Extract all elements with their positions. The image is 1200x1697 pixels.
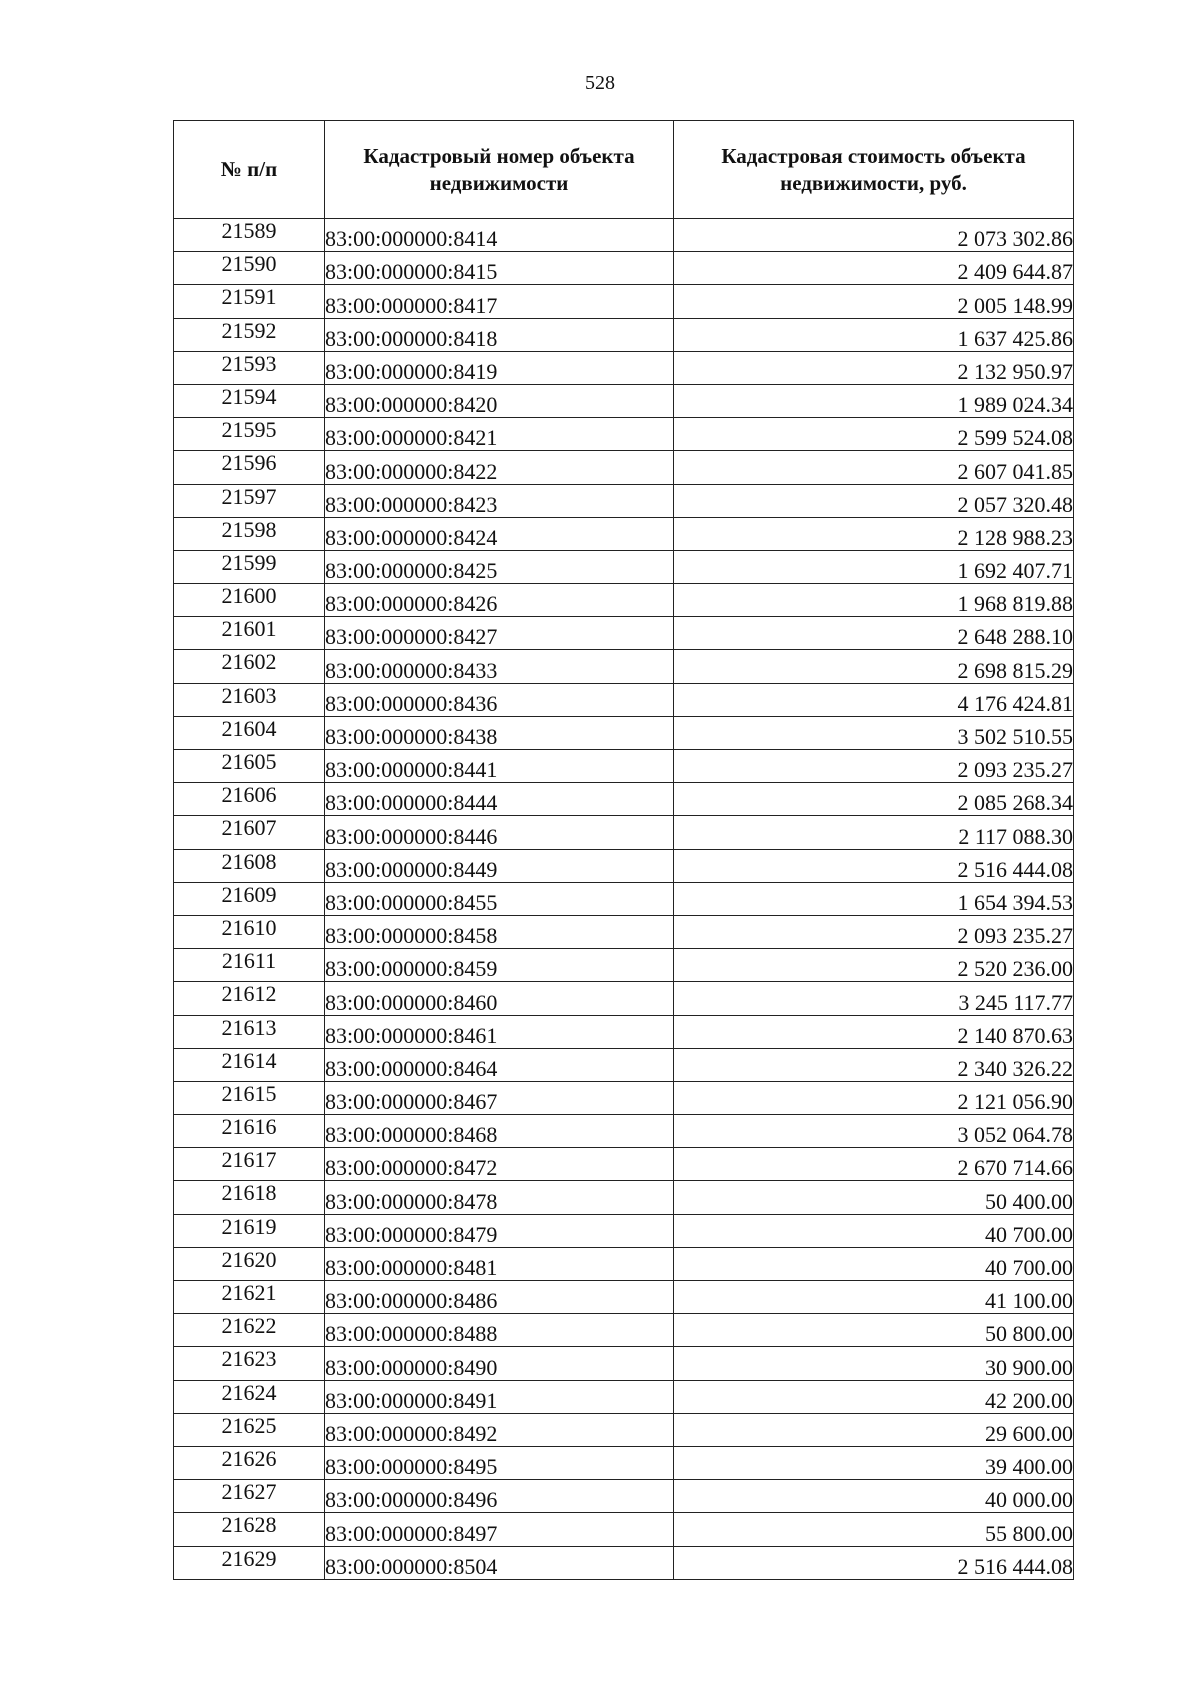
row-number-cell: 21589 <box>174 219 325 252</box>
cadastral-number-cell: 83:00:000000:8420 <box>325 384 674 417</box>
row-number-cell: 21616 <box>174 1115 325 1148</box>
cadastral-number-cell: 83:00:000000:8421 <box>325 418 674 451</box>
header-row-number: № п/п <box>174 121 325 219</box>
cadastral-value-cell: 2 648 288.10 <box>674 617 1074 650</box>
row-number-cell: 21613 <box>174 1015 325 1048</box>
cadastral-value-cell: 39 400.00 <box>674 1446 1074 1479</box>
row-number-cell: 21592 <box>174 318 325 351</box>
row-number-cell: 21593 <box>174 351 325 384</box>
table-row <box>174 1181 1074 1214</box>
table-row <box>174 1513 1074 1546</box>
row-number-cell: 21608 <box>174 849 325 882</box>
cadastral-value-cell: 2 057 320.48 <box>674 484 1074 517</box>
row-number-cell: 21609 <box>174 882 325 915</box>
cadastral-number-cell: 83:00:000000:8418 <box>325 318 674 351</box>
row-number-cell: 21602 <box>174 650 325 683</box>
row-number-cell: 21627 <box>174 1480 325 1513</box>
table-row <box>174 1314 1074 1347</box>
cadastral-number-cell: 83:00:000000:8490 <box>325 1347 674 1380</box>
table-row <box>174 783 1074 816</box>
table-row <box>174 517 1074 550</box>
cadastral-value-cell: 2 093 235.27 <box>674 750 1074 783</box>
cadastral-value-cell: 2 121 056.90 <box>674 1081 1074 1114</box>
table-row <box>174 716 1074 749</box>
row-number-cell: 21624 <box>174 1380 325 1413</box>
table-row <box>174 418 1074 451</box>
cadastral-value-cell: 40 700.00 <box>674 1214 1074 1247</box>
table-row <box>174 915 1074 948</box>
cadastral-value-cell: 2 093 235.27 <box>674 915 1074 948</box>
table-row <box>174 252 1074 285</box>
cadastral-number-cell: 83:00:000000:8491 <box>325 1380 674 1413</box>
cadastral-value-cell: 2 516 444.08 <box>674 1546 1074 1579</box>
table-row <box>174 451 1074 484</box>
table-row <box>174 1281 1074 1314</box>
cadastral-number-cell: 83:00:000000:8496 <box>325 1480 674 1513</box>
cadastral-number-cell: 83:00:000000:8423 <box>325 484 674 517</box>
row-number-cell: 21597 <box>174 484 325 517</box>
table-row <box>174 219 1074 252</box>
row-number-cell: 21599 <box>174 550 325 583</box>
cadastral-value-cell: 29 600.00 <box>674 1413 1074 1446</box>
cadastral-value-cell: 2 005 148.99 <box>674 285 1074 318</box>
cadastral-value-cell: 3 502 510.55 <box>674 716 1074 749</box>
cadastral-value-cell: 30 900.00 <box>674 1347 1074 1380</box>
row-number-cell: 21618 <box>174 1181 325 1214</box>
cadastral-value-cell: 1 654 394.53 <box>674 882 1074 915</box>
table-row <box>174 750 1074 783</box>
row-number-cell: 21600 <box>174 584 325 617</box>
table-row <box>174 1148 1074 1181</box>
cadastral-number-cell: 83:00:000000:8464 <box>325 1048 674 1081</box>
cadastral-number-cell: 83:00:000000:8504 <box>325 1546 674 1579</box>
cadastral-value-cell: 2 128 988.23 <box>674 517 1074 550</box>
cadastral-number-cell: 83:00:000000:8444 <box>325 783 674 816</box>
table-row <box>174 1380 1074 1413</box>
cadastral-number-cell: 83:00:000000:8441 <box>325 750 674 783</box>
cadastral-value-cell: 2 607 041.85 <box>674 451 1074 484</box>
row-number-cell: 21610 <box>174 915 325 948</box>
cadastral-number-cell: 83:00:000000:8436 <box>325 683 674 716</box>
row-number-cell: 21605 <box>174 750 325 783</box>
row-number-cell: 21594 <box>174 384 325 417</box>
table-row <box>174 650 1074 683</box>
cadastral-value-cell: 1 637 425.86 <box>674 318 1074 351</box>
table-row <box>174 1413 1074 1446</box>
row-number-cell: 21629 <box>174 1546 325 1579</box>
row-number-cell: 21614 <box>174 1048 325 1081</box>
table-row <box>174 1115 1074 1148</box>
row-number-cell: 21619 <box>174 1214 325 1247</box>
cadastral-number-cell: 83:00:000000:8449 <box>325 849 674 882</box>
table-row <box>174 1015 1074 1048</box>
cadastral-number-cell: 83:00:000000:8468 <box>325 1115 674 1148</box>
cadastral-value-cell: 2 073 302.86 <box>674 219 1074 252</box>
cadastral-value-cell: 1 692 407.71 <box>674 550 1074 583</box>
cadastral-number-cell: 83:00:000000:8492 <box>325 1413 674 1446</box>
table-row <box>174 1048 1074 1081</box>
cadastral-number-cell: 83:00:000000:8425 <box>325 550 674 583</box>
cadastral-number-cell: 83:00:000000:8472 <box>325 1148 674 1181</box>
table-row <box>174 1446 1074 1479</box>
cadastral-value-cell: 2 409 644.87 <box>674 252 1074 285</box>
cadastral-value-cell: 2 132 950.97 <box>674 351 1074 384</box>
cadastral-value-cell: 3 052 064.78 <box>674 1115 1074 1148</box>
row-number-cell: 21601 <box>174 617 325 650</box>
row-number-cell: 21596 <box>174 451 325 484</box>
row-number-cell: 21603 <box>174 683 325 716</box>
cadastral-value-cell: 2 516 444.08 <box>674 849 1074 882</box>
cadastral-number-cell: 83:00:000000:8426 <box>325 584 674 617</box>
cadastral-number-cell: 83:00:000000:8427 <box>325 617 674 650</box>
table-row <box>174 1247 1074 1280</box>
cadastral-number-cell: 83:00:000000:8460 <box>325 982 674 1015</box>
cadastral-value-cell: 42 200.00 <box>674 1380 1074 1413</box>
cadastral-value-cell: 2 599 524.08 <box>674 418 1074 451</box>
table-row <box>174 1480 1074 1513</box>
header-cadastral-value: Кадастровая стоимость объекта недвижимости, руб. <box>674 121 1074 219</box>
cadastral-value-cell: 2 117 088.30 <box>674 816 1074 849</box>
cadastral-value-cell: 40 000.00 <box>674 1480 1074 1513</box>
table-row <box>174 949 1074 982</box>
header-cadastral-number: Кадастровый номер объекта недвижимости <box>325 121 674 219</box>
row-number-cell: 21604 <box>174 716 325 749</box>
cadastral-value-cell: 2 520 236.00 <box>674 949 1074 982</box>
cadastral-value-cell: 1 989 024.34 <box>674 384 1074 417</box>
table-row <box>174 384 1074 417</box>
cadastral-value-cell: 2 340 326.22 <box>674 1048 1074 1081</box>
cadastral-number-cell: 83:00:000000:8422 <box>325 451 674 484</box>
table-row <box>174 816 1074 849</box>
table-row <box>174 617 1074 650</box>
table-row <box>174 1081 1074 1114</box>
row-number-cell: 21615 <box>174 1081 325 1114</box>
cadastral-number-cell: 83:00:000000:8417 <box>325 285 674 318</box>
row-number-cell: 21617 <box>174 1148 325 1181</box>
cadastral-value-cell: 2 140 870.63 <box>674 1015 1074 1048</box>
cadastral-value-cell: 2 085 268.34 <box>674 783 1074 816</box>
page-number: 528 <box>585 72 615 94</box>
cadastral-value-cell: 3 245 117.77 <box>674 982 1074 1015</box>
row-number-cell: 21607 <box>174 816 325 849</box>
row-number-cell: 21595 <box>174 418 325 451</box>
cadastral-number-cell: 83:00:000000:8488 <box>325 1314 674 1347</box>
row-number-cell: 21606 <box>174 783 325 816</box>
cadastral-number-cell: 83:00:000000:8481 <box>325 1247 674 1280</box>
cadastral-number-cell: 83:00:000000:8446 <box>325 816 674 849</box>
table-header-row <box>174 121 1074 219</box>
table-row <box>174 982 1074 1015</box>
table-row <box>174 1214 1074 1247</box>
row-number-cell: 21591 <box>174 285 325 318</box>
row-number-cell: 21622 <box>174 1314 325 1347</box>
table-row <box>174 584 1074 617</box>
row-number-cell: 21621 <box>174 1281 325 1314</box>
row-number-cell: 21620 <box>174 1247 325 1280</box>
cadastral-number-cell: 83:00:000000:8478 <box>325 1181 674 1214</box>
cadastral-value-cell: 2 670 714.66 <box>674 1148 1074 1181</box>
table-row <box>174 484 1074 517</box>
cadastral-value-cell: 50 400.00 <box>674 1181 1074 1214</box>
cadastral-number-cell: 83:00:000000:8438 <box>325 716 674 749</box>
cadastral-value-cell: 41 100.00 <box>674 1281 1074 1314</box>
row-number-cell: 21623 <box>174 1347 325 1380</box>
cadastral-value-cell: 2 698 815.29 <box>674 650 1074 683</box>
cadastral-value-cell: 1 968 819.88 <box>674 584 1074 617</box>
cadastral-number-cell: 83:00:000000:8424 <box>325 517 674 550</box>
cadastral-value-cell: 55 800.00 <box>674 1513 1074 1546</box>
table-row <box>174 285 1074 318</box>
row-number-cell: 21598 <box>174 517 325 550</box>
cadastral-number-cell: 83:00:000000:8467 <box>325 1081 674 1114</box>
table-row <box>174 550 1074 583</box>
cadastral-value-table <box>173 120 1074 1580</box>
cadastral-number-cell: 83:00:000000:8458 <box>325 915 674 948</box>
cadastral-value-cell: 40 700.00 <box>674 1247 1074 1280</box>
cadastral-number-cell: 83:00:000000:8461 <box>325 1015 674 1048</box>
cadastral-number-cell: 83:00:000000:8455 <box>325 882 674 915</box>
cadastral-number-cell: 83:00:000000:8433 <box>325 650 674 683</box>
cadastral-value-cell: 4 176 424.81 <box>674 683 1074 716</box>
cadastral-number-cell: 83:00:000000:8495 <box>325 1446 674 1479</box>
table-row <box>174 882 1074 915</box>
table-row <box>174 318 1074 351</box>
cadastral-number-cell: 83:00:000000:8419 <box>325 351 674 384</box>
row-number-cell: 21626 <box>174 1446 325 1479</box>
table-row <box>174 1347 1074 1380</box>
table-row <box>174 683 1074 716</box>
cadastral-number-cell: 83:00:000000:8459 <box>325 949 674 982</box>
cadastral-value-cell: 50 800.00 <box>674 1314 1074 1347</box>
row-number-cell: 21611 <box>174 949 325 982</box>
row-number-cell: 21628 <box>174 1513 325 1546</box>
table-row <box>174 1546 1074 1579</box>
row-number-cell: 21590 <box>174 252 325 285</box>
cadastral-number-cell: 83:00:000000:8415 <box>325 252 674 285</box>
row-number-cell: 21625 <box>174 1413 325 1446</box>
table-row <box>174 351 1074 384</box>
cadastral-number-cell: 83:00:000000:8486 <box>325 1281 674 1314</box>
cadastral-number-cell: 83:00:000000:8479 <box>325 1214 674 1247</box>
table-row <box>174 849 1074 882</box>
row-number-cell: 21612 <box>174 982 325 1015</box>
cadastral-number-cell: 83:00:000000:8497 <box>325 1513 674 1546</box>
cadastral-number-cell: 83:00:000000:8414 <box>325 219 674 252</box>
